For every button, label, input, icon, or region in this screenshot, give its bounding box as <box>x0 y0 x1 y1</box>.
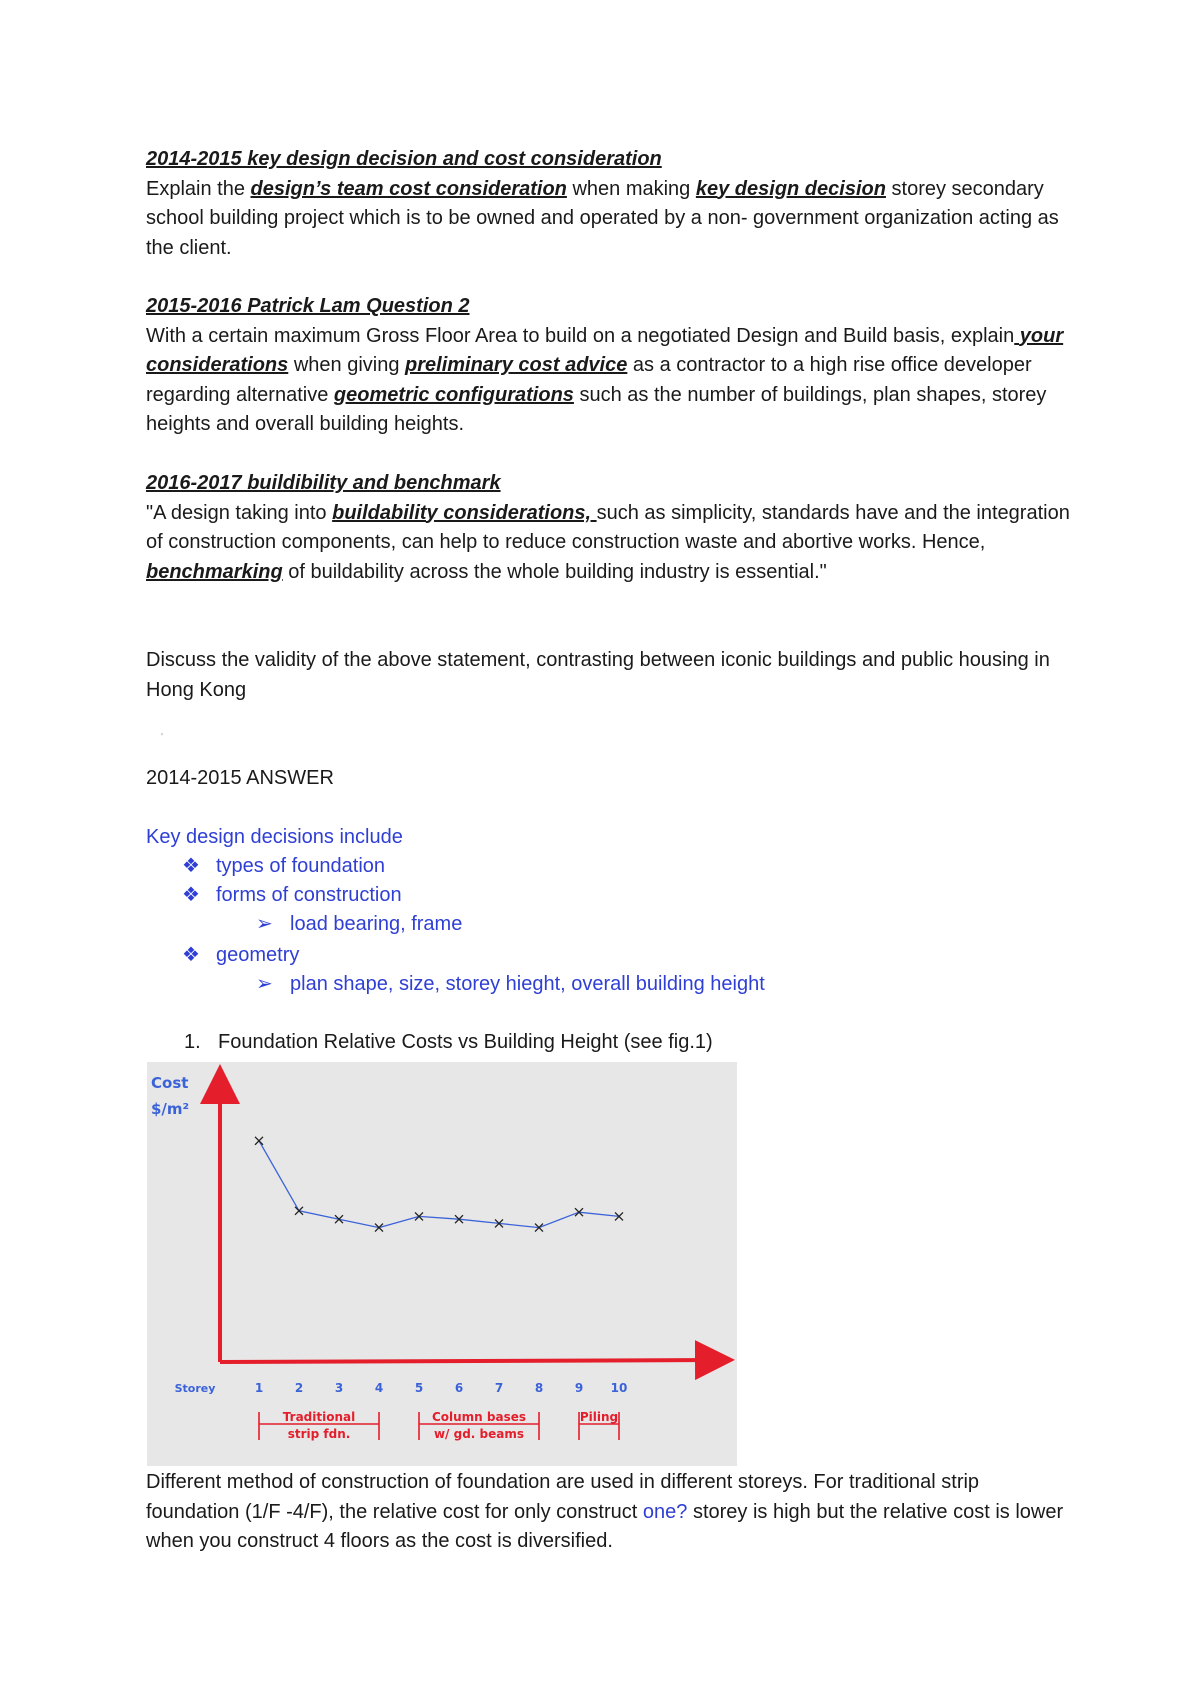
emphasis: benchmarking <box>146 560 283 583</box>
list-item-text: Foundation Relative Costs vs Building Height (see fig.1) <box>218 1031 713 1053</box>
list-number: 1. <box>184 1031 201 1053</box>
text: Different method of construction of foundation are used in different storeys. For traditional strip foundation (1/F -4/F), the relative cost for only construct <box>146 1471 980 1523</box>
x-tick-label: 5 <box>414 1381 424 1395</box>
text: Explain the <box>146 177 251 200</box>
numbered-list-item <box>184 1028 713 1057</box>
list-item <box>182 852 385 881</box>
annotation-label: Piling <box>579 1410 619 1424</box>
list-item-text: plan shape, size, storey hieght, overall building height <box>290 973 765 995</box>
list-item <box>256 970 765 999</box>
list-item <box>182 941 299 970</box>
x-tick-label: 6 <box>454 1381 464 1395</box>
annotation-label: Traditional <box>282 1410 356 1424</box>
text: storey secondary school building project which is to be owned and operated by a non- government organization acting as the client. <box>146 177 1059 259</box>
x-tick-label: 1 <box>254 1381 264 1395</box>
text: With a certain maximum Gross Floor Area to build on a negotiated Design and Build basis, explain <box>146 324 1015 347</box>
answer-paragraph <box>146 1468 1076 1557</box>
x-tick-label: 7 <box>494 1381 504 1395</box>
list-item <box>182 881 402 910</box>
question-3-heading: 2016-2017 buildibility and benchmark <box>146 472 501 494</box>
x-tick-label: 8 <box>534 1381 544 1395</box>
arrow-bullet-icon: ➢ <box>256 913 273 935</box>
highlighted-comment: one? <box>642 1500 688 1523</box>
question-2-heading: 2015-2016 Patrick Lam Question 2 <box>146 295 470 317</box>
text: such as simplicity, standards have and the integration of construction components, can help to reduce construction waste and abortive works. Hence, <box>146 501 1070 553</box>
x-axis-label: Storey <box>174 1382 216 1395</box>
question-2 <box>146 292 1076 440</box>
arrow-bullet-icon: ➢ <box>256 973 273 995</box>
x-tick-label: 9 <box>574 1381 584 1395</box>
range-annotation <box>259 1410 379 1441</box>
figure-1 <box>147 1062 737 1466</box>
x-tick-label: 10 <box>610 1381 628 1395</box>
answer-title: 2014-2015 ANSWER <box>146 767 334 789</box>
emphasis: geometric configurations <box>333 383 574 406</box>
question-1-heading: 2014-2015 key design decision and cost consideration <box>146 148 662 170</box>
list-item <box>256 910 462 939</box>
list-item-text: load bearing, frame <box>290 913 463 935</box>
foundation-cost-chart <box>147 1062 737 1466</box>
range-annotation <box>579 1410 619 1440</box>
text: such as the number of buildings, plan shapes, storey heights and overall building heights. <box>146 383 1047 435</box>
x-axis <box>220 1360 715 1362</box>
emphasis: buildability considerations, <box>332 501 597 524</box>
answer-intro: Key design decisions include <box>146 826 403 848</box>
diamond-bullet-icon: ❖ <box>182 944 200 966</box>
x-tick-label: 2 <box>294 1381 304 1395</box>
text: as a contractor to a high rise office developer regarding alternative <box>146 354 1032 406</box>
question-3 <box>146 469 1076 587</box>
text: when making <box>566 177 696 200</box>
emphasis: preliminary cost advice <box>405 354 628 376</box>
diamond-bullet-icon: ❖ <box>182 884 200 906</box>
text: storey is high but the relative cost is lower when you construct 4 floors as the cost is diversified. <box>146 1500 1064 1552</box>
emphasis: key design decision <box>695 177 886 200</box>
text: "A design taking into <box>146 501 333 524</box>
range-annotation <box>419 1410 539 1441</box>
data-point <box>255 1137 263 1145</box>
stray-mark: ' <box>161 732 163 743</box>
series-line <box>259 1141 619 1228</box>
y-axis-label: Cost <box>151 1074 189 1092</box>
annotation-label: w/ gd. beams <box>433 1427 525 1441</box>
x-tick-label: 3 <box>334 1381 344 1395</box>
list-item-text: forms of construction <box>216 884 402 906</box>
y-axis-unit-label: $/m² <box>151 1100 190 1118</box>
text: of buildability across the whole building industry is essential." <box>282 560 827 583</box>
text: when giving <box>288 354 406 376</box>
emphasis: design’s team cost consideration <box>250 177 567 200</box>
list-item-text: types of foundation <box>216 855 386 877</box>
question-1 <box>146 145 1076 263</box>
x-tick-label: 4 <box>374 1381 384 1395</box>
emphasis: your considerations <box>146 324 1064 376</box>
annotation-label: Column bases <box>431 1410 527 1424</box>
discuss-paragraph: Discuss the validity of the above statement, contrasting between iconic buildings and public housing in Hong Kong <box>146 649 1050 701</box>
annotation-label: strip fdn. <box>287 1427 351 1441</box>
diamond-bullet-icon: ❖ <box>182 855 200 877</box>
list-item-text: geometry <box>216 944 300 966</box>
